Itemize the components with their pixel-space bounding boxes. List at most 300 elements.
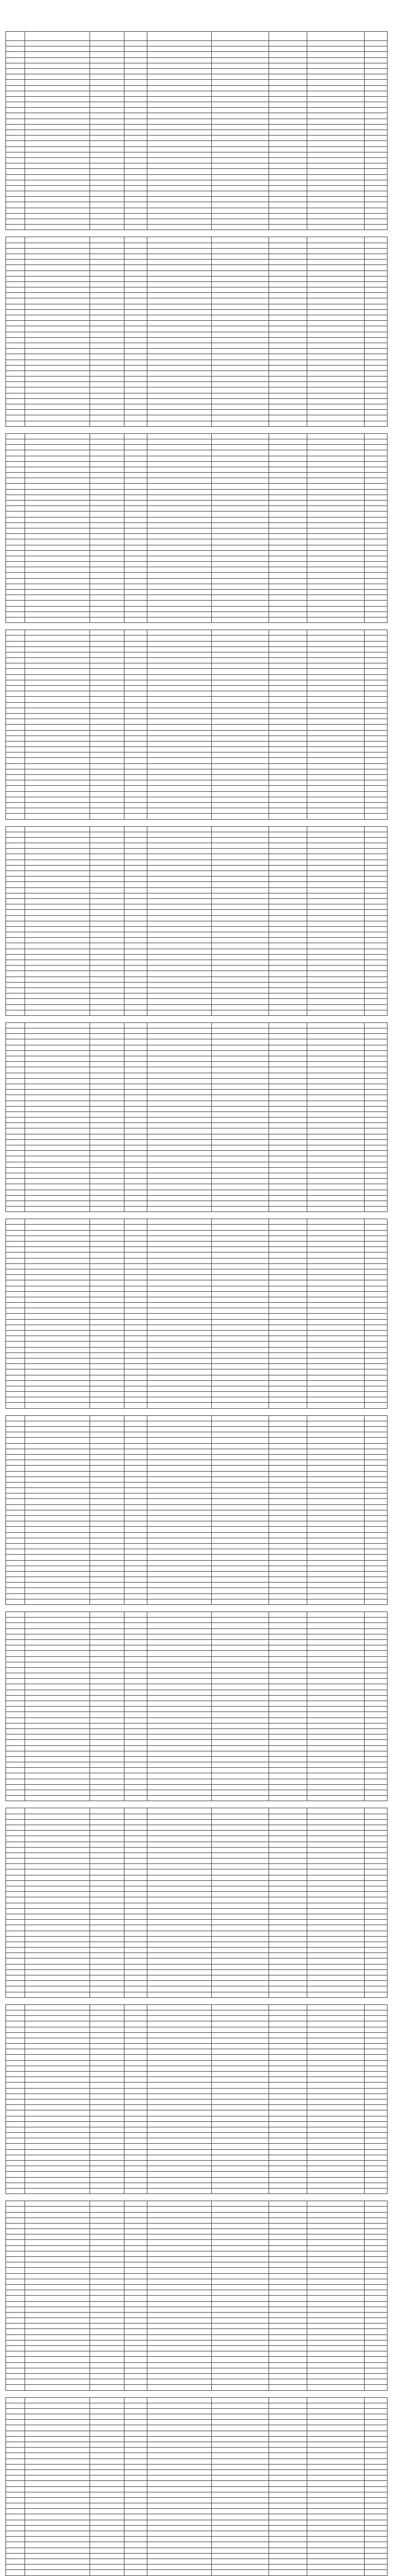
table-cell <box>6 174 25 180</box>
table-cell <box>365 2340 388 2345</box>
table-cell <box>212 534 269 539</box>
table-cell <box>147 2565 212 2570</box>
table-cell <box>124 2027 147 2032</box>
table-cell <box>6 2262 25 2268</box>
table-cell <box>147 652 212 657</box>
table-cell <box>90 1167 124 1173</box>
table-cell <box>124 2032 147 2038</box>
table-cell <box>147 2088 212 2093</box>
table-cell <box>124 2021 147 2027</box>
table-row <box>6 1953 388 1959</box>
table-cell <box>269 2251 307 2256</box>
table-cell <box>25 2279 90 2284</box>
table-cell <box>269 354 307 360</box>
table-cell <box>269 584 307 589</box>
table-cell <box>269 326 307 332</box>
table-cell <box>6 2027 25 2032</box>
table-cell <box>124 534 147 539</box>
table-row <box>6 758 388 763</box>
table-cell <box>124 1593 147 1599</box>
table-cell <box>269 2525 307 2531</box>
table-cell <box>124 1403 147 1408</box>
table-cell <box>6 332 25 337</box>
table-row <box>6 169 388 174</box>
table-cell <box>269 1953 307 1959</box>
table-cell <box>124 2088 147 2093</box>
table-cell <box>25 702 90 708</box>
table-cell <box>365 85 388 91</box>
table-cell <box>307 2044 365 2049</box>
table-cell <box>212 1449 269 1454</box>
table-cell <box>6 1897 25 1903</box>
table-cell <box>147 52 212 57</box>
table-cell <box>90 1751 124 1756</box>
table-cell <box>269 1740 307 1745</box>
table-cell <box>269 2408 307 2414</box>
table-cell <box>365 663 388 669</box>
table-cell <box>212 2448 269 2453</box>
table-cell <box>90 2251 124 2256</box>
table-cell <box>269 1560 307 1566</box>
table-cell <box>6 534 25 539</box>
table-cell <box>307 1067 365 1073</box>
table-cell <box>25 1336 90 1342</box>
table-cell <box>25 2431 90 2436</box>
table-cell <box>25 343 90 348</box>
table-cell <box>25 495 90 500</box>
table-cell <box>212 1045 269 1050</box>
table-cell <box>25 2307 90 2312</box>
table-cell <box>90 1427 124 1432</box>
table-cell <box>147 404 212 410</box>
table-cell <box>147 1269 212 1274</box>
table-cell <box>90 713 124 719</box>
table-cell <box>269 1449 307 1454</box>
table-cell <box>6 1195 25 1201</box>
table-cell <box>25 478 90 484</box>
table-cell <box>365 1028 388 1034</box>
table-row <box>6 2072 388 2077</box>
table-cell <box>147 2027 212 2032</box>
table-cell <box>212 977 269 982</box>
table-cell <box>269 2312 307 2318</box>
table-cell <box>6 157 25 163</box>
table-cell <box>6 260 25 265</box>
table-cell <box>90 2318 124 2324</box>
table-cell <box>124 506 147 511</box>
table-cell <box>25 387 90 393</box>
table-cell <box>365 1207 388 1212</box>
table-cell <box>90 590 124 595</box>
table-cell <box>6 169 25 174</box>
table-cell <box>124 461 147 467</box>
table-cell <box>147 2520 212 2525</box>
table-cell <box>124 2431 147 2436</box>
table-row <box>6 1421 388 1426</box>
table-cell <box>124 2425 147 2431</box>
table-cell <box>147 2542 212 2548</box>
table-row <box>6 1303 388 1308</box>
table-cell <box>6 2279 25 2284</box>
table-row <box>6 74 388 80</box>
table-cell <box>25 2032 90 2038</box>
table-cell <box>25 1482 90 1487</box>
table-cell <box>147 1549 212 1555</box>
table-cell <box>269 337 307 343</box>
table-cell <box>25 1571 90 1577</box>
table-cell <box>124 1532 147 1538</box>
table-cell <box>307 1134 365 1139</box>
table-cell <box>90 1701 124 1707</box>
table-cell <box>212 1314 269 1319</box>
table-cell <box>25 898 90 904</box>
table-cell <box>147 1427 212 1432</box>
table-cell <box>6 832 25 837</box>
table-cell <box>307 1549 365 1555</box>
table-cell <box>147 2049 212 2055</box>
table-cell <box>365 1948 388 1953</box>
table-row <box>6 1111 388 1117</box>
table-cell <box>269 1219 307 1225</box>
table-cell <box>212 146 269 152</box>
table-cell <box>147 1773 212 1779</box>
table-cell <box>90 1992 124 1997</box>
table-cell <box>90 281 124 287</box>
table-cell <box>25 630 90 636</box>
table-cell <box>25 730 90 736</box>
table-cell <box>307 2542 365 2548</box>
table-cell <box>25 2161 90 2166</box>
table-cell <box>6 2218 25 2223</box>
table-cell <box>307 2116 365 2121</box>
table-cell <box>124 152 147 157</box>
table-cell <box>269 1045 307 1050</box>
table-cell <box>307 1701 365 1707</box>
table-cell <box>307 786 365 791</box>
table-cell <box>25 769 90 774</box>
table-cell <box>124 826 147 832</box>
table-cell <box>25 1734 90 1740</box>
table-cell <box>365 2403 388 2408</box>
table-cell <box>307 567 365 573</box>
table-cell <box>212 1510 269 1515</box>
table-cell <box>90 517 124 522</box>
table-cell <box>147 1852 212 1858</box>
table-cell <box>90 1964 124 1969</box>
table-cell <box>124 1258 147 1263</box>
table-cell <box>212 730 269 736</box>
table-cell <box>212 1139 269 1145</box>
table-cell <box>365 2234 388 2240</box>
table-cell <box>90 57 124 63</box>
table-cell <box>6 1314 25 1319</box>
table-cell <box>25 1454 90 1460</box>
table-cell <box>212 1145 269 1151</box>
table-cell <box>124 2492 147 2497</box>
table-cell <box>90 2346 124 2351</box>
table-row <box>6 736 388 741</box>
table-cell <box>25 1477 90 1482</box>
table-row <box>6 2503 388 2509</box>
table-cell <box>269 2016 307 2021</box>
table-cell <box>307 1779 365 1784</box>
table-cell <box>124 758 147 763</box>
table-cell <box>90 545 124 550</box>
table-cell <box>90 113 124 119</box>
table-cell <box>365 2066 388 2071</box>
table-cell <box>269 439 307 444</box>
table-cell <box>124 2060 147 2066</box>
table-cell <box>90 1628 124 1634</box>
table-cell <box>269 2273 307 2279</box>
table-cell <box>307 1280 365 1286</box>
table-cell <box>25 904 90 910</box>
table-cell <box>124 1992 147 1997</box>
table-cell <box>124 163 147 169</box>
table-cell <box>90 2268 124 2273</box>
table-cell <box>212 1095 269 1101</box>
table-cell <box>6 185 25 191</box>
page-break-spacer <box>6 426 388 433</box>
table-cell <box>212 1225 269 1230</box>
table-cell <box>90 1897 124 1903</box>
table-cell <box>269 1745 307 1751</box>
table-cell <box>25 708 90 713</box>
table-cell <box>307 1903 365 1908</box>
table-cell <box>124 456 147 461</box>
table-cell <box>124 1925 147 1931</box>
table-cell <box>212 1499 269 1504</box>
table-cell <box>147 697 212 702</box>
table-cell <box>6 337 25 343</box>
table-cell <box>269 556 307 561</box>
table-cell <box>25 2004 90 2010</box>
table-row <box>6 1050 388 1056</box>
table-row <box>6 1258 388 1263</box>
table-cell <box>90 74 124 80</box>
table-cell <box>365 736 388 741</box>
table-cell <box>212 2542 269 2548</box>
table-cell <box>307 2183 365 2188</box>
table-cell <box>365 1723 388 1728</box>
table-cell <box>212 332 269 337</box>
table-row <box>6 1571 388 1577</box>
table-cell <box>25 545 90 550</box>
table-cell <box>124 960 147 966</box>
table-cell <box>307 202 365 208</box>
table-cell <box>307 674 365 680</box>
table-cell <box>365 1969 388 1975</box>
table-cell <box>147 1275 212 1280</box>
table-cell <box>307 68 365 74</box>
table-cell <box>124 1814 147 1819</box>
table-row <box>6 882 388 887</box>
table-cell <box>6 802 25 808</box>
table-cell <box>25 1364 90 1369</box>
table-cell <box>212 663 269 669</box>
table-cell <box>6 2121 25 2127</box>
table-cell <box>90 2093 124 2099</box>
table-cell <box>147 1252 212 1258</box>
table-cell <box>269 506 307 511</box>
table-cell <box>147 421 212 426</box>
table-cell <box>365 2553 388 2559</box>
table-cell <box>124 2077 147 2083</box>
table-cell <box>124 1039 147 1045</box>
table-cell <box>212 1948 269 1953</box>
table-cell <box>147 1555 212 1560</box>
table-cell <box>25 713 90 719</box>
table-cell <box>212 2268 269 2273</box>
table-cell <box>124 2318 147 2324</box>
table-cell <box>147 1723 212 1728</box>
table-cell <box>212 1814 269 1819</box>
table-cell <box>147 456 212 461</box>
table-cell <box>307 1768 365 1773</box>
table-cell <box>124 2459 147 2464</box>
table-cell <box>365 1790 388 1796</box>
table-cell <box>269 2093 307 2099</box>
table-cell <box>212 2403 269 2408</box>
table-cell <box>269 237 307 243</box>
table-cell <box>307 1886 365 1892</box>
table-cell <box>365 1728 388 1734</box>
table-cell <box>147 1745 212 1751</box>
table-cell <box>269 949 307 954</box>
table-cell <box>6 871 25 877</box>
table-cell <box>90 780 124 786</box>
table-cell <box>25 1651 90 1656</box>
table-cell <box>6 74 25 80</box>
table-row <box>6 2301 388 2307</box>
table-cell <box>90 169 124 174</box>
table-cell <box>365 674 388 680</box>
table-cell <box>365 791 388 797</box>
table-cell <box>269 1242 307 1247</box>
table-cell <box>90 871 124 877</box>
table-cell <box>25 202 90 208</box>
table-row <box>6 2172 388 2177</box>
table-cell <box>365 2307 388 2312</box>
table-cell <box>147 1975 212 1981</box>
table-cell <box>365 1914 388 1919</box>
table-cell <box>124 871 147 877</box>
table-cell <box>269 1756 307 1762</box>
table-cell <box>90 1252 124 1258</box>
table-cell <box>307 387 365 393</box>
table-cell <box>25 2284 90 2290</box>
table-cell <box>365 2312 388 2318</box>
table-cell <box>365 1690 388 1695</box>
table-cell <box>6 1975 25 1981</box>
table-cell <box>124 2004 147 2010</box>
table-row <box>6 1319 388 1325</box>
table-cell <box>6 1571 25 1577</box>
table-cell <box>124 377 147 382</box>
table-cell <box>269 1948 307 1953</box>
table-cell <box>269 332 307 337</box>
table-cell <box>307 1386 365 1391</box>
table-cell <box>365 652 388 657</box>
table-cell <box>25 977 90 982</box>
table-cell <box>307 797 365 802</box>
table-cell <box>147 1364 212 1369</box>
table-cell <box>269 2032 307 2038</box>
table-row <box>6 1745 388 1751</box>
table-cell <box>147 2290 212 2296</box>
table-cell <box>269 1258 307 1263</box>
table-cell <box>212 1101 269 1106</box>
table-cell <box>307 315 365 321</box>
table-cell <box>124 2279 147 2284</box>
table-cell <box>6 2542 25 2548</box>
table-cell <box>147 332 212 337</box>
table-cell <box>365 1836 388 1842</box>
table-cell <box>124 725 147 730</box>
table-cell <box>124 2397 147 2403</box>
table-row <box>6 1230 388 1236</box>
table-cell <box>307 377 365 382</box>
table-cell <box>365 2469 388 2475</box>
table-cell <box>90 108 124 113</box>
table-cell <box>147 1078 212 1084</box>
table-row <box>6 595 388 601</box>
table-cell <box>307 2223 365 2228</box>
table-cell <box>147 2431 212 2436</box>
table-cell <box>124 2351 147 2357</box>
table-cell <box>25 2072 90 2077</box>
table-cell <box>212 63 269 68</box>
table-cell <box>90 1056 124 1062</box>
table-cell <box>269 1981 307 1986</box>
table-cell <box>212 2379 269 2385</box>
table-cell <box>147 1986 212 1992</box>
table-cell <box>365 2492 388 2497</box>
table-cell <box>307 2403 365 2408</box>
table-row <box>6 326 388 332</box>
table-cell <box>25 113 90 119</box>
table-cell <box>307 1712 365 1718</box>
table-cell <box>90 528 124 533</box>
table-cell <box>6 2021 25 2027</box>
table-cell <box>25 1745 90 1751</box>
table-cell <box>6 606 25 611</box>
table-cell <box>307 1477 365 1482</box>
table-cell <box>365 2542 388 2548</box>
table-cell <box>90 826 124 832</box>
table-cell <box>25 2273 90 2279</box>
table-row <box>6 2464 388 2469</box>
table-cell <box>212 315 269 321</box>
table-cell <box>147 1123 212 1128</box>
table-cell <box>307 1190 365 1195</box>
table-row <box>6 1964 388 1969</box>
table-cell <box>365 1247 388 1252</box>
table-row <box>6 2334 388 2340</box>
table-cell <box>6 393 25 398</box>
table-cell <box>269 802 307 808</box>
table-cell <box>6 1275 25 1280</box>
table-cell <box>90 2021 124 2027</box>
table-cell <box>147 702 212 708</box>
table-cell <box>212 1493 269 1499</box>
table-cell <box>124 2420 147 2425</box>
table-cell <box>124 124 147 130</box>
table-cell <box>124 691 147 697</box>
table-cell <box>307 1656 365 1662</box>
table-cell <box>307 702 365 708</box>
table-cell <box>365 298 388 304</box>
